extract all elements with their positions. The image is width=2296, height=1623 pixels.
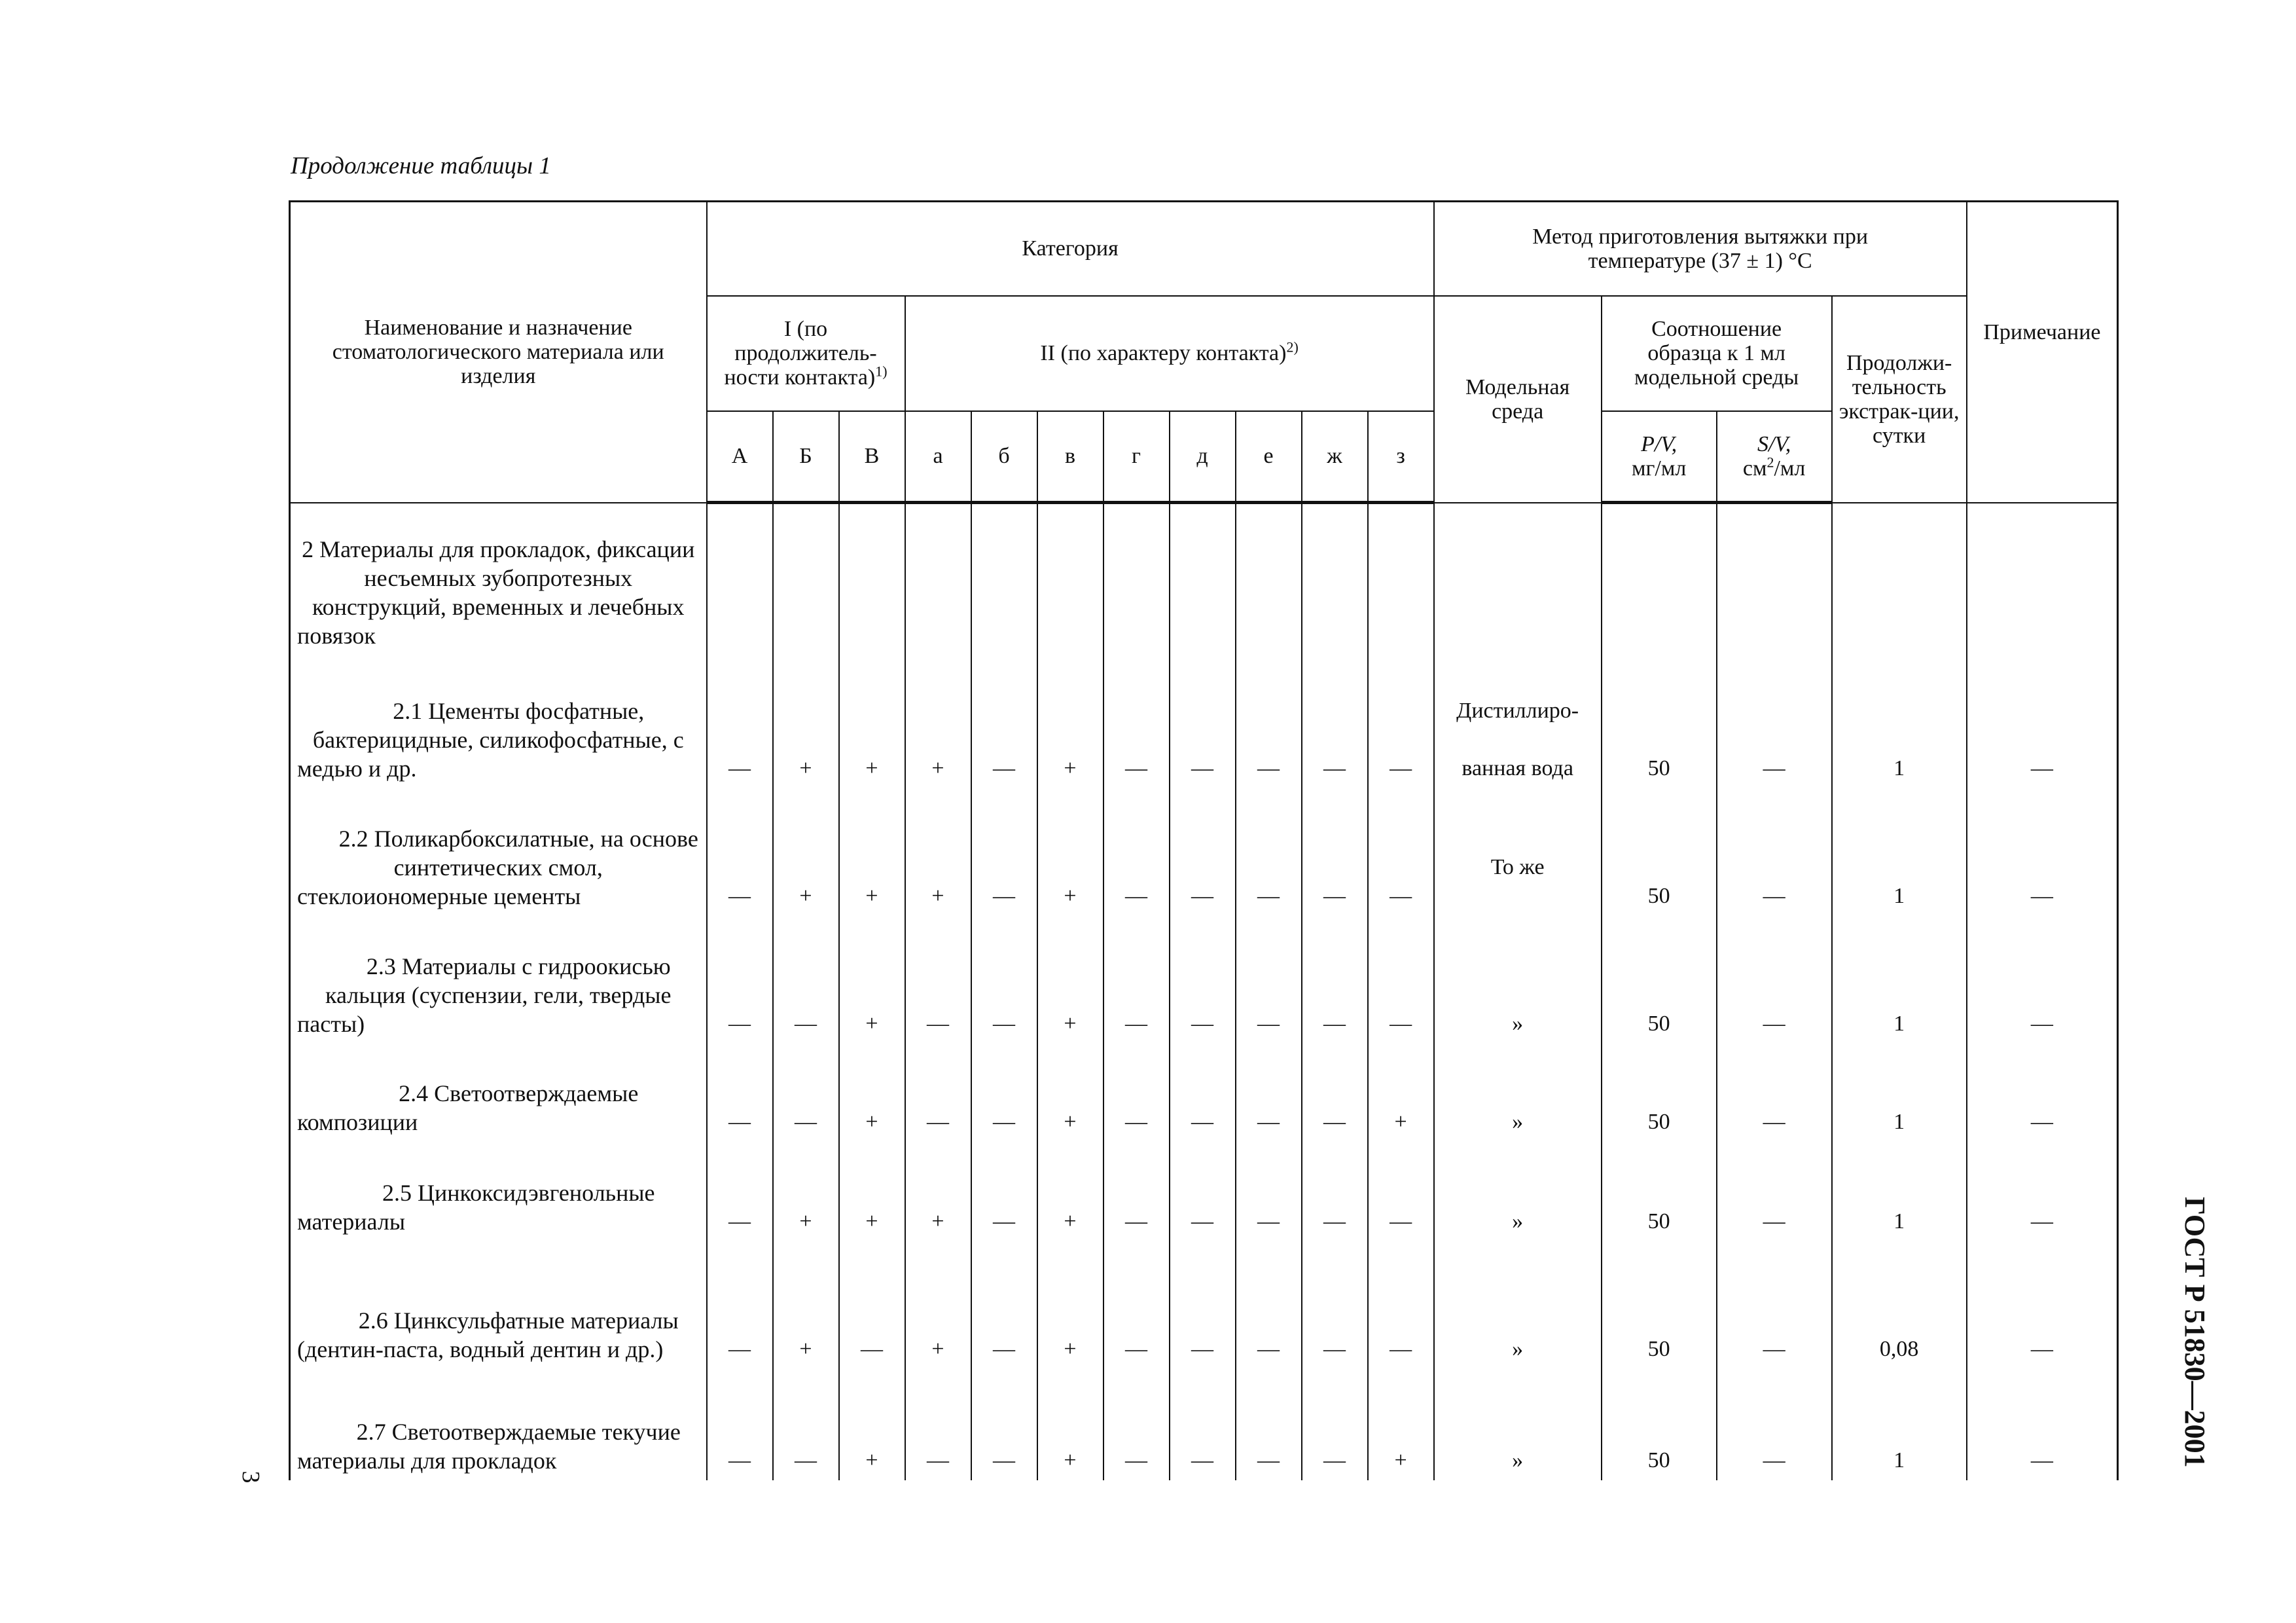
row-note: — xyxy=(1967,1044,2118,1142)
row-medium-text: » xyxy=(1512,1109,1524,1134)
sub-zh: ж xyxy=(1302,411,1368,503)
row-mark: + xyxy=(1368,1369,1434,1480)
row-sv: — xyxy=(1717,916,1832,1044)
sub-b: б xyxy=(971,411,1037,503)
row-duration: 1 xyxy=(1832,1044,1967,1142)
row-number: 2.5 xyxy=(382,1179,412,1206)
row-mark: + xyxy=(773,788,839,916)
header-cat2-footnote: 2) xyxy=(1286,338,1299,356)
sub-d: д xyxy=(1170,411,1236,503)
row-mark: — xyxy=(1236,1142,1302,1241)
row-mark: — xyxy=(839,1241,905,1369)
row-mark: — xyxy=(971,916,1037,1044)
row-mark: — xyxy=(773,1044,839,1142)
row-mark: — xyxy=(1103,1044,1170,1142)
row-mark: + xyxy=(839,916,905,1044)
row-pv: 50 xyxy=(1602,1369,1717,1480)
row-note: — xyxy=(1967,916,2118,1044)
row-medium-text: » xyxy=(1512,1336,1524,1361)
row-mark: — xyxy=(1236,788,1302,916)
page-number: 3 xyxy=(237,1470,264,1484)
row-mark: — xyxy=(971,1142,1037,1241)
row-mark: + xyxy=(905,1142,971,1241)
sub-e: е xyxy=(1236,411,1302,503)
row-medium xyxy=(1434,1369,1602,1480)
sub-B: Б xyxy=(773,411,839,503)
row-name xyxy=(290,916,707,1044)
header-cat1-text: I (по продолжитель-ности контакта) xyxy=(724,317,877,390)
row-pv: 50 xyxy=(1602,788,1717,916)
row-mark: + xyxy=(1037,1241,1103,1369)
row-mark: — xyxy=(707,1142,773,1241)
table-row xyxy=(290,650,2118,788)
row-medium-top: Дистиллиро- xyxy=(1456,698,1579,723)
row-medium xyxy=(1434,650,1602,788)
sub-V: В xyxy=(839,411,905,503)
row-pv: 50 xyxy=(1602,1044,1717,1142)
table-row xyxy=(290,1044,2118,1142)
row-name-text: Цементы фосфатные, бактерицидные, силикофосфатные, с медью и др. xyxy=(297,697,684,782)
row-name-text: Светоотверждаемые текучие материалы для прокладок xyxy=(297,1418,681,1474)
row-mark: + xyxy=(905,1241,971,1369)
row-number: 2.2 xyxy=(338,825,368,852)
row-mark: — xyxy=(1236,1241,1302,1369)
data-table xyxy=(289,200,2119,1480)
row-sv: — xyxy=(1717,1142,1832,1241)
row-mark: + xyxy=(839,1142,905,1241)
row-mark: — xyxy=(905,916,971,1044)
row-medium-text: » xyxy=(1512,1448,1524,1472)
header-pv-unit: мг/мл xyxy=(1631,456,1687,481)
row-duration: 1 xyxy=(1832,1369,1967,1480)
header-cat1 xyxy=(707,296,905,411)
row-note: — xyxy=(1967,788,2118,916)
row-mark: — xyxy=(905,1369,971,1480)
row-duration: 0,08 xyxy=(1832,1241,1967,1369)
row-mark: — xyxy=(1368,916,1434,1044)
row-mark: — xyxy=(1302,916,1368,1044)
row-name-text: Светоотверждаемые композиции xyxy=(297,1080,639,1135)
header-ratio: Соотношение образца к 1 мл модельной среды xyxy=(1602,296,1832,411)
header-sv-unit-b: /мл xyxy=(1774,456,1806,481)
row-mark: — xyxy=(1302,1241,1368,1369)
row-mark: — xyxy=(1236,1369,1302,1480)
sub-A: А xyxy=(707,411,773,503)
row-pv: 50 xyxy=(1602,650,1717,788)
row-medium-text: » xyxy=(1512,1209,1524,1233)
row-duration: 1 xyxy=(1832,788,1967,916)
row-sv: — xyxy=(1717,1044,1832,1142)
row-mark: — xyxy=(1368,650,1434,788)
row-sv: — xyxy=(1717,1241,1832,1369)
header-sv-label: S/V, xyxy=(1757,431,1791,456)
row-name xyxy=(290,788,707,916)
row-mark: — xyxy=(1170,1369,1236,1480)
row-mark: + xyxy=(1037,788,1103,916)
row-name xyxy=(290,1369,707,1480)
row-note: — xyxy=(1967,1142,2118,1241)
row-mark: — xyxy=(1236,916,1302,1044)
row-medium xyxy=(1434,788,1602,916)
row-note: — xyxy=(1967,1241,2118,1369)
row-mark: — xyxy=(1302,1369,1368,1480)
header-sv xyxy=(1717,411,1832,503)
row-name-text: Материалы с гидроокисью кальция (суспензии, гели, твердые пасты) xyxy=(297,953,672,1037)
row-name xyxy=(290,650,707,788)
row-mark: — xyxy=(1302,788,1368,916)
row-name-text: Цинкоксидэвгенольные материалы xyxy=(297,1179,655,1235)
row-sv: — xyxy=(1717,650,1832,788)
row-name-text: Поликарбоксилатные, на основе синтетических смол, стеклоиономерные цементы xyxy=(297,825,698,909)
table-row xyxy=(290,916,2118,1044)
row-mark: — xyxy=(1170,650,1236,788)
row-mark: — xyxy=(1368,1241,1434,1369)
sub-z: з xyxy=(1368,411,1434,503)
header-name: Наименование и назначение стоматологического материала или изделия xyxy=(290,202,707,503)
row-mark: + xyxy=(773,650,839,788)
row-number: 2.6 xyxy=(358,1307,388,1334)
document-code: ГОСТ Р 51830—2001 xyxy=(2179,1197,2211,1468)
header-sv-unit-sup: 2 xyxy=(1767,454,1774,471)
row-mark: — xyxy=(1103,650,1170,788)
row-mark: — xyxy=(971,1369,1037,1480)
row-mark: + xyxy=(773,1241,839,1369)
row-mark: — xyxy=(1236,1044,1302,1142)
row-mark: — xyxy=(773,1369,839,1480)
header-pv-label: P/V, xyxy=(1641,431,1677,456)
header-duration: Продолжи-тельность экстрак-ции, сутки xyxy=(1832,296,1967,503)
row-medium-text: ванная вода xyxy=(1462,756,1573,780)
row-medium xyxy=(1434,916,1602,1044)
row-mark: — xyxy=(905,1044,971,1142)
section-row xyxy=(290,503,2118,650)
row-mark: — xyxy=(707,1369,773,1480)
sub-a: а xyxy=(905,411,971,503)
row-mark: — xyxy=(1302,1044,1368,1142)
row-mark: — xyxy=(971,1044,1037,1142)
row-number: 2.4 xyxy=(399,1080,429,1106)
table-row xyxy=(290,1142,2118,1241)
row-name xyxy=(290,1142,707,1241)
sub-v: в xyxy=(1037,411,1103,503)
row-medium xyxy=(1434,1241,1602,1369)
row-mark: + xyxy=(1368,1044,1434,1142)
row-mark: — xyxy=(1302,1142,1368,1241)
row-mark: — xyxy=(1170,788,1236,916)
header-medium: Модельная среда xyxy=(1434,296,1602,503)
row-mark: — xyxy=(971,650,1037,788)
row-mark: + xyxy=(839,650,905,788)
row-mark: + xyxy=(1037,1044,1103,1142)
row-mark: — xyxy=(707,1044,773,1142)
row-mark: + xyxy=(905,788,971,916)
section-title: 2 Материалы для прокладок, фиксации несъемных зубопротезных конструкций, временных и лечебных повязок xyxy=(290,503,707,650)
row-mark: + xyxy=(1037,650,1103,788)
row-mark: + xyxy=(1037,1142,1103,1241)
row-name xyxy=(290,1241,707,1369)
row-medium-text: » xyxy=(1512,1011,1524,1036)
table-row xyxy=(290,1241,2118,1369)
header-method: Метод приготовления вытяжки при температуре (37 ± 1) °С xyxy=(1434,202,1967,296)
row-pv: 50 xyxy=(1602,1142,1717,1241)
row-mark: — xyxy=(773,916,839,1044)
sub-g: г xyxy=(1103,411,1170,503)
row-medium-top: То же xyxy=(1490,854,1545,879)
row-mark: + xyxy=(839,788,905,916)
row-mark: — xyxy=(1302,650,1368,788)
row-duration: 1 xyxy=(1832,1142,1967,1241)
row-mark: — xyxy=(1368,1142,1434,1241)
row-name-text: Цинксульфатные материалы (дентин-паста, водный дентин и др.) xyxy=(297,1307,679,1362)
header-category: Категория xyxy=(707,202,1434,296)
row-number: 2.7 xyxy=(356,1418,386,1445)
row-pv: 50 xyxy=(1602,916,1717,1044)
row-duration: 1 xyxy=(1832,650,1967,788)
row-mark: — xyxy=(707,1241,773,1369)
header-cat1-footnote: 1) xyxy=(875,363,888,380)
row-mark: + xyxy=(839,1369,905,1480)
header-pv xyxy=(1602,411,1717,503)
row-note: — xyxy=(1967,1369,2118,1480)
row-medium xyxy=(1434,1044,1602,1142)
row-pv: 50 xyxy=(1602,1241,1717,1369)
row-mark: — xyxy=(1170,916,1236,1044)
header-note: Примечание xyxy=(1967,202,2118,503)
row-mark: — xyxy=(1170,1241,1236,1369)
row-mark: — xyxy=(1368,788,1434,916)
row-number: 2.3 xyxy=(366,953,396,979)
row-sv: — xyxy=(1717,788,1832,916)
header-sv-unit-a: см xyxy=(1742,456,1767,481)
row-name xyxy=(290,1044,707,1142)
row-mark: — xyxy=(707,916,773,1044)
row-duration: 1 xyxy=(1832,916,1967,1044)
row-number: 2.1 xyxy=(393,697,423,724)
table-row xyxy=(290,1369,2118,1480)
row-mark: — xyxy=(1103,1241,1170,1369)
row-mark: — xyxy=(1103,1369,1170,1480)
row-sv: — xyxy=(1717,1369,1832,1480)
row-mark: + xyxy=(905,650,971,788)
row-mark: — xyxy=(971,1241,1037,1369)
row-medium xyxy=(1434,1142,1602,1241)
row-mark: + xyxy=(839,1044,905,1142)
row-note: — xyxy=(1967,650,2118,788)
table-row xyxy=(290,788,2118,916)
row-mark: — xyxy=(707,788,773,916)
row-mark: + xyxy=(773,1142,839,1241)
row-mark: — xyxy=(1170,1044,1236,1142)
header-cat2-text: II (по характеру контакта) xyxy=(1040,341,1287,365)
row-mark: + xyxy=(1037,1369,1103,1480)
row-mark: — xyxy=(1103,1142,1170,1241)
row-mark: — xyxy=(1170,1142,1236,1241)
row-mark: — xyxy=(971,788,1037,916)
row-mark: — xyxy=(1103,916,1170,1044)
table-caption: Продолжение таблицы 1 xyxy=(291,153,551,179)
header-cat2 xyxy=(905,296,1434,411)
row-mark: — xyxy=(707,650,773,788)
row-mark: + xyxy=(1037,916,1103,1044)
row-mark: — xyxy=(1103,788,1170,916)
row-mark: — xyxy=(1236,650,1302,788)
